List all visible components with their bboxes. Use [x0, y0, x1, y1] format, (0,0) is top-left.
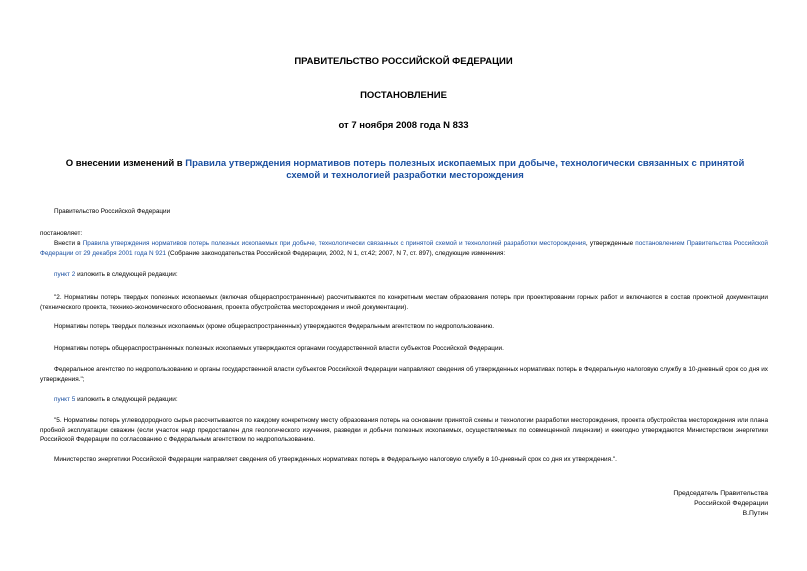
- paragraph-common-norms: Нормативы потерь общераспространенных полезных ископаемых утверждаются органами государственной власти субъектов Российской Федерации.: [54, 345, 504, 352]
- item-2-link[interactable]: пункт 2: [54, 271, 76, 278]
- paragraph-solid-norms: Нормативы потерь твердых полезных ископаемых (кроме общераспространенных) утверждаются Федеральным агентством по недропользованию.: [54, 323, 495, 330]
- paragraph-amend: [40, 239, 768, 258]
- amend-text-c: (Собрание законодательства Российской Федерации, 2002, N 1, ст.42; 2007, N 7, ст. 897), следующие изменения:: [166, 249, 506, 257]
- government-heading: ПРАВИТЕЛЬСТВО РОССИЙСКОЙ ФЕДЕРАЦИИ: [294, 56, 513, 67]
- amend-text-a: Внести в: [54, 240, 83, 247]
- paragraph-resolves: постановляет:: [40, 230, 83, 237]
- rules-link[interactable]: Правила утверждения нормативов потерь полезных ископаемых при добыче, технологически связанных с принятой схемой и технологией разработки месторождения: [82, 240, 586, 247]
- document-type-heading: ПОСТАНОВЛЕНИЕ: [360, 90, 447, 101]
- signature-title-line2: Российской Федерации: [694, 500, 768, 507]
- item-5-link[interactable]: пункт 5: [54, 396, 76, 403]
- paragraph-item-2-content: "2. Нормативы потерь твердых полезных ископаемых (включая общераспространенные) рассчитываются по конкретным местам образования потерь при проектировании горных работ и включаются в состав проектной документации (технического проекта, технико-экономического обоснования, проекта обустройства месторождения и иной документации).: [40, 294, 768, 311]
- title-rules-link[interactable]: Правила утверждения нормативов потерь полезных ископаемых при добыче, технологически связанных с принятой схемой и технологией разработки месторождения: [185, 158, 745, 181]
- amend-text-b: , утвержденные: [585, 240, 636, 247]
- title-prefix: О внесении изменений в: [65, 158, 186, 169]
- resolution-921-link[interactable]: постановлением Правительства Российской Федерации от 29 декабря 2001 года N 921: [40, 240, 769, 257]
- paragraph-government: Правительство Российской Федерации: [54, 208, 171, 215]
- paragraph-item-2: [40, 270, 768, 280]
- document-title: [55, 158, 755, 181]
- item-2-text: изложить в следующей редакции:: [75, 271, 178, 278]
- signature-title-line1: Председатель Правительства: [673, 490, 768, 497]
- signature-name: В.Путин: [742, 510, 768, 517]
- document-date-number: от 7 ноября 2008 года N 833: [338, 120, 469, 131]
- paragraph-item-5: [40, 395, 768, 405]
- paragraph-agency-info: Федеральное агентство по недропользованию и органы государственной власти субъектов Российской Федерации направляют сведения об утвержденных нормативах потерь в Федеральную налоговую службу в 10-дневный срок со дня их утверждения.";: [40, 366, 768, 383]
- item-5-text: изложить в следующей редакции:: [75, 396, 178, 403]
- signature-block: [673, 489, 768, 519]
- paragraph-item-5-content: "5. Нормативы потерь углеводородного сырья рассчитываются по каждому конкретному месту образования потерь на основании принятой схемы и технологии разработки месторождения, проекта обустройства месторождения или плана пробной эксплуатации скважин (если участок недр предоставлен для геологического изучения, разведки и добычи полезных ископаемых, осуществляемых по совмещенной лицензии) и ежегодно утверждаются Министерством энергетики Российской Федерации по согласованию с Федеральным агентством по недропользованию.: [40, 417, 768, 444]
- paragraph-ministry-info: Министерство энергетики Российской Федерации направляет сведения об утвержденных нормативах потерь в Федеральную налоговую службу в 10-дневный срок со дня их утверждения.".: [54, 456, 617, 463]
